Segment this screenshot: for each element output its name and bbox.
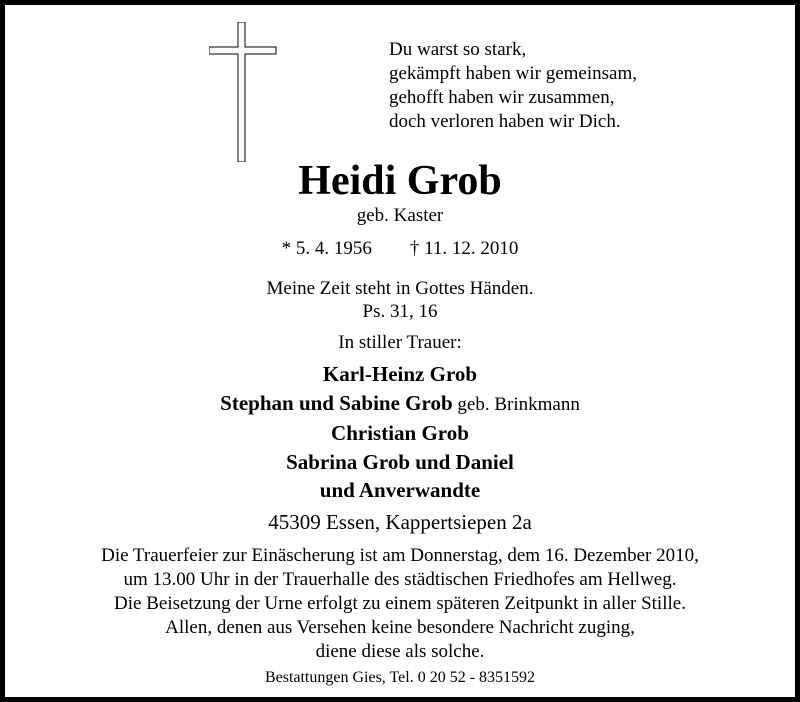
life-dates xyxy=(5,237,795,261)
undertaker-contact: Bestattungen Gies, Tel. 0 20 52 - 8351592 xyxy=(264,669,536,686)
mourner: Karl-Heinz Grob xyxy=(322,362,478,386)
info-line: diene diese als solche. xyxy=(315,641,485,662)
deceased-name: Heidi Grob xyxy=(298,158,502,204)
quote-line: Meine Zeit steht in Gottes Händen. xyxy=(266,278,534,299)
mourner xyxy=(5,389,795,420)
info-line: Allen, denen aus Versehen keine besondere Nachricht zuging, xyxy=(165,617,635,638)
maiden-name: geb. Kaster xyxy=(356,205,444,226)
family-address: 45309 Essen, Kappertsiepen 2a xyxy=(268,510,532,534)
mourner: Sabrina Grob und Daniel xyxy=(286,449,514,474)
mourner-maiden-name: geb. Brinkmann xyxy=(452,393,580,415)
mourner-name: Stephan und Sabine Grob xyxy=(220,390,453,415)
death-date: † 11. 12. 2010 xyxy=(409,238,519,259)
info-line: um 13.00 Uhr in der Trauerhalle des städtischen Friedhofes am Hellweg. xyxy=(123,569,677,590)
birth-date: * 5. 4. 1956 xyxy=(281,238,372,259)
quote-reference: Ps. 31, 16 xyxy=(362,301,438,322)
mourning-label: In stiller Trauer: xyxy=(338,332,462,353)
poem xyxy=(389,38,637,134)
bible-quote xyxy=(5,277,795,323)
poem-line: gehofft haben wir zusammen, xyxy=(389,87,615,108)
poem-line: Du warst so stark, xyxy=(389,39,527,60)
mourners-list xyxy=(5,360,795,505)
info-line: Die Trauerfeier zur Einäscherung ist am Donnerstag, dem 16. Dezember 2010, xyxy=(101,545,699,566)
mourner: und Anverwandte xyxy=(319,478,481,502)
funeral-info xyxy=(5,544,795,664)
poem-line: gekämpft haben wir gemeinsam, xyxy=(389,63,637,84)
mourner: Christian Grob xyxy=(331,421,469,445)
poem-line: doch verloren haben wir Dich. xyxy=(389,111,621,132)
info-line: Die Beisetzung der Urne erfolgt zu einem späteren Zeitpunkt in aller Stille. xyxy=(114,593,686,614)
cross-icon xyxy=(209,22,279,162)
